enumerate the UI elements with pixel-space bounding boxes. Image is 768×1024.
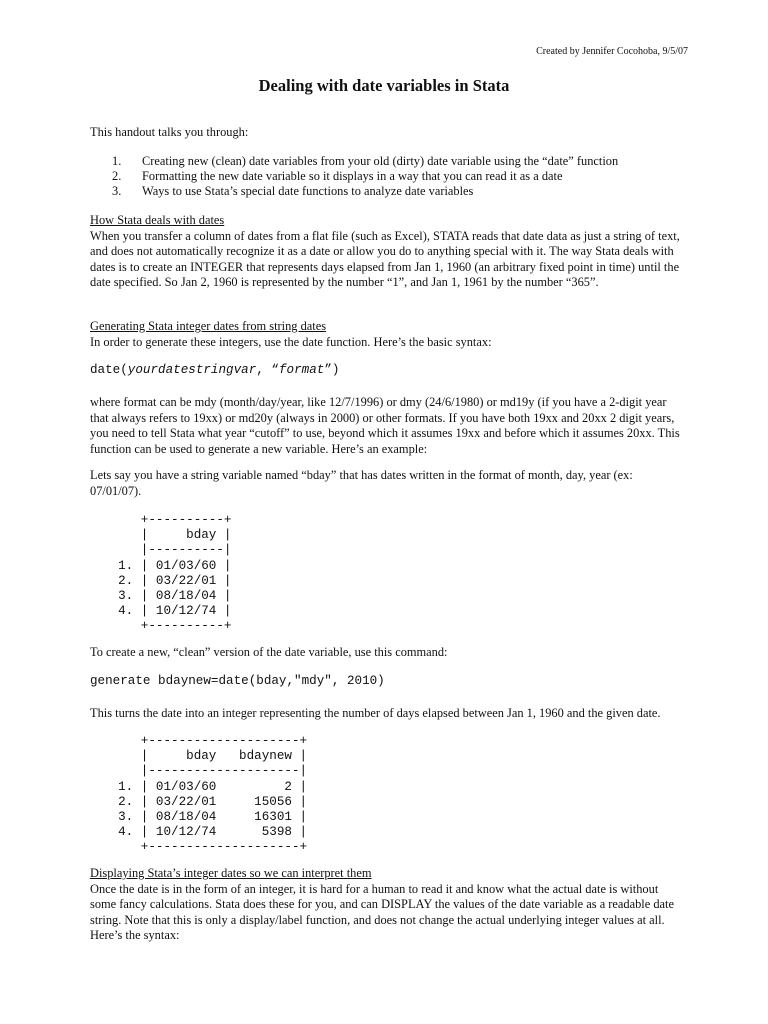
syntax-format: format <box>278 363 325 377</box>
section-displaying <box>90 866 680 944</box>
create-text: To create a new, “clean” version of the date variable, use this command: <box>90 645 448 659</box>
section-body: Once the date is in the form of an integer, it is hard for a human to read it and know what the actual date is without some fancy calculations. Stata does these for you, and can DISPLAY the values of the date variable as a readable date string. Note that this is only a display/label function, and does not change the actual underlying integer values at all. Here’s the syntax: <box>90 881 674 943</box>
list-number: 2. <box>112 169 122 184</box>
section-generating <box>90 319 680 350</box>
section-body: In order to generate these integers, use the date function. Here’s the basic syntax: <box>90 334 492 349</box>
syntax-separator: , “ <box>256 363 279 377</box>
bdaynew-table: +--------------------+ | bday bdaynew | |--------------------| 1. | 01/03/60 2 | 2. | 03/22/01 15056 | 3. | 08/18/04 16301 | 4. | 10/12/74 5398 | +--------------------+ <box>118 734 308 855</box>
bday-table: +----------+ | bday | |----------| 1. | 01/03/60 | 2. | 03/22/01 | 3. | 08/18/04 | 4. | 10/12/74 | +----------+ <box>118 513 232 634</box>
intro-text: This handout talks you through: <box>90 125 249 139</box>
list-number: 3. <box>112 184 122 199</box>
format-explanation: where format can be mdy (month/day/year, like 12/7/1996) or dmy (24/6/1980) or md19y (if you have a 2-digit year that always refers to 19xx) or md20y (always in 2000) or other formats. If you have both 19xx and 20xx 2 digit years, you need to tell Stata what year “cutoff” to use, beyond which it assumes 19xx and before which it assumes 20xx. This function can be used to generate a new variable. Here’s an example: <box>90 395 680 456</box>
turns-text: This turns the date into an integer representing the number of days elapsed between Jan 1, 1960 and the given date. <box>90 706 661 720</box>
syntax-argument: yourdatestringvar <box>127 363 257 377</box>
list-item <box>112 169 618 184</box>
section-body: When you transfer a column of dates from a flat file (such as Excel), STATA reads that date data as just a string of text, and does not automatically recognize it as a date or allow you do to anything special with it. The way Stata deals with dates is to create an INTEGER that represents days elapsed from Jan 1, 1960 (an arbitrary fixed point in time) until the date specified. So Jan 2, 1960 is represented by the number “1”, and Jan 1, 1961 by the number “365”. <box>90 228 680 290</box>
syntax-close: ”) <box>324 363 340 377</box>
list-item <box>112 184 618 199</box>
list-text: Formatting the new date variable so it displays in a way that you can read it as a date <box>142 169 563 184</box>
author-credit: Created by Jennifer Cocohoba, 9/5/07 <box>536 46 688 57</box>
document-title: Dealing with date variables in Stata <box>258 76 510 95</box>
section-heading: Generating Stata integer dates from string dates <box>90 319 327 333</box>
list-text: Ways to use Stata’s special date functions to analyze date variables <box>142 184 474 199</box>
list-number: 1. <box>112 154 122 168</box>
date-syntax <box>90 363 339 377</box>
section-heading: Displaying Stata’s integer dates so we can interpret them <box>90 866 372 880</box>
example-intro: Lets say you have a string variable named “bday” that has dates written in the format of month, day, year (ex: 07/01/07). <box>90 468 633 498</box>
section-heading: How Stata deals with dates <box>90 213 225 227</box>
syntax-function: date( <box>90 363 128 377</box>
list-text: Creating new (clean) date variables from your old (dirty) date variable using the “date” function <box>142 154 619 168</box>
generate-command: generate bdaynew=date(bday,"mdy", 2010) <box>90 674 385 688</box>
list-item <box>112 154 618 169</box>
steps-list <box>112 154 618 200</box>
section-dates <box>90 213 680 291</box>
